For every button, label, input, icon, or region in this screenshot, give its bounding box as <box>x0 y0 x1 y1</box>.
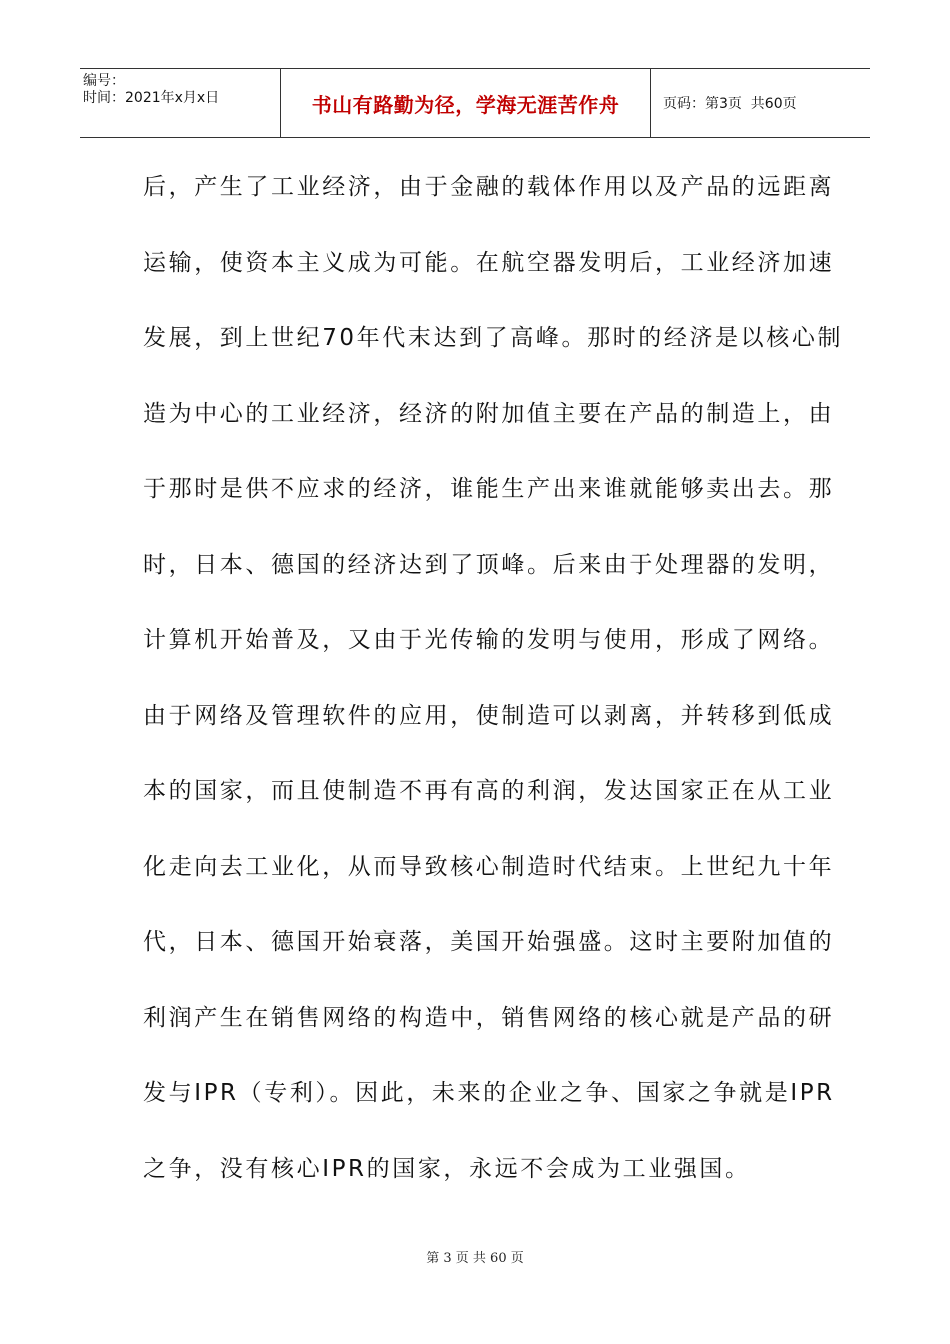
body-line: 时，日本、德国的经济达到了顶峰。后来由于处理器的发明， <box>143 551 835 578</box>
body-line: 化走向去工业化，从而导致核心制造时代结束。上世纪九十年 <box>143 853 835 880</box>
document-number-label: 编号： <box>83 73 125 89</box>
page-footer <box>0 1247 950 1266</box>
body-line: 后，产生了工业经济，由于金融的载体作用以及产品的远距离 <box>143 174 835 200</box>
body-line: 之争，没有核心IPR的国家，永远不会成为工业强国。 <box>143 1155 751 1182</box>
body-line: 由于网络及管理软件的应用，使制造可以剥离，并转移到低成 <box>143 702 835 729</box>
body-line: 计算机开始普及，又由于光传输的发明与使用，形成了网络。 <box>143 627 835 653</box>
document-date: 时间：2021年x月x日 <box>83 90 220 106</box>
header-meta-cell <box>80 69 281 137</box>
header-page-cell <box>651 69 870 137</box>
body-line: 运输，使资本主义成为可能。在航空器发明后，工业经济加速 <box>143 249 835 276</box>
header-page-info: 页码：第3页 共60页 <box>663 96 797 112</box>
header-motto: 书山有路勤为径，学海无涯苦作舟 <box>311 92 620 117</box>
body-line: 利润产生在销售网络的构造中，销售网络的核心就是产品的研 <box>143 1004 835 1031</box>
page-header <box>80 68 870 138</box>
body-line: 代，日本、德国开始衰落，美国开始强盛。这时主要附加值的 <box>143 929 835 955</box>
body-line: 发与IPR（专利）。因此，未来的企业之争、国家之争就是IPR <box>143 1080 835 1106</box>
body-line: 本的国家，而且使制造不再有高的利润，发达国家正在从工业 <box>143 778 835 804</box>
body-line: 于那时是供不应求的经济，谁能生产出来谁就能够卖出去。那 <box>143 476 835 502</box>
footer-page-number: 第 3 页 共 60 页 <box>426 1251 524 1266</box>
body-line: 造为中心的工业经济，经济的附加值主要在产品的制造上，由 <box>143 400 835 427</box>
body-text <box>143 147 844 1204</box>
body-line: 发展，到上世纪70年代末达到了高峰。那时的经济是以核心制 <box>143 325 844 351</box>
header-motto-cell <box>281 69 651 137</box>
